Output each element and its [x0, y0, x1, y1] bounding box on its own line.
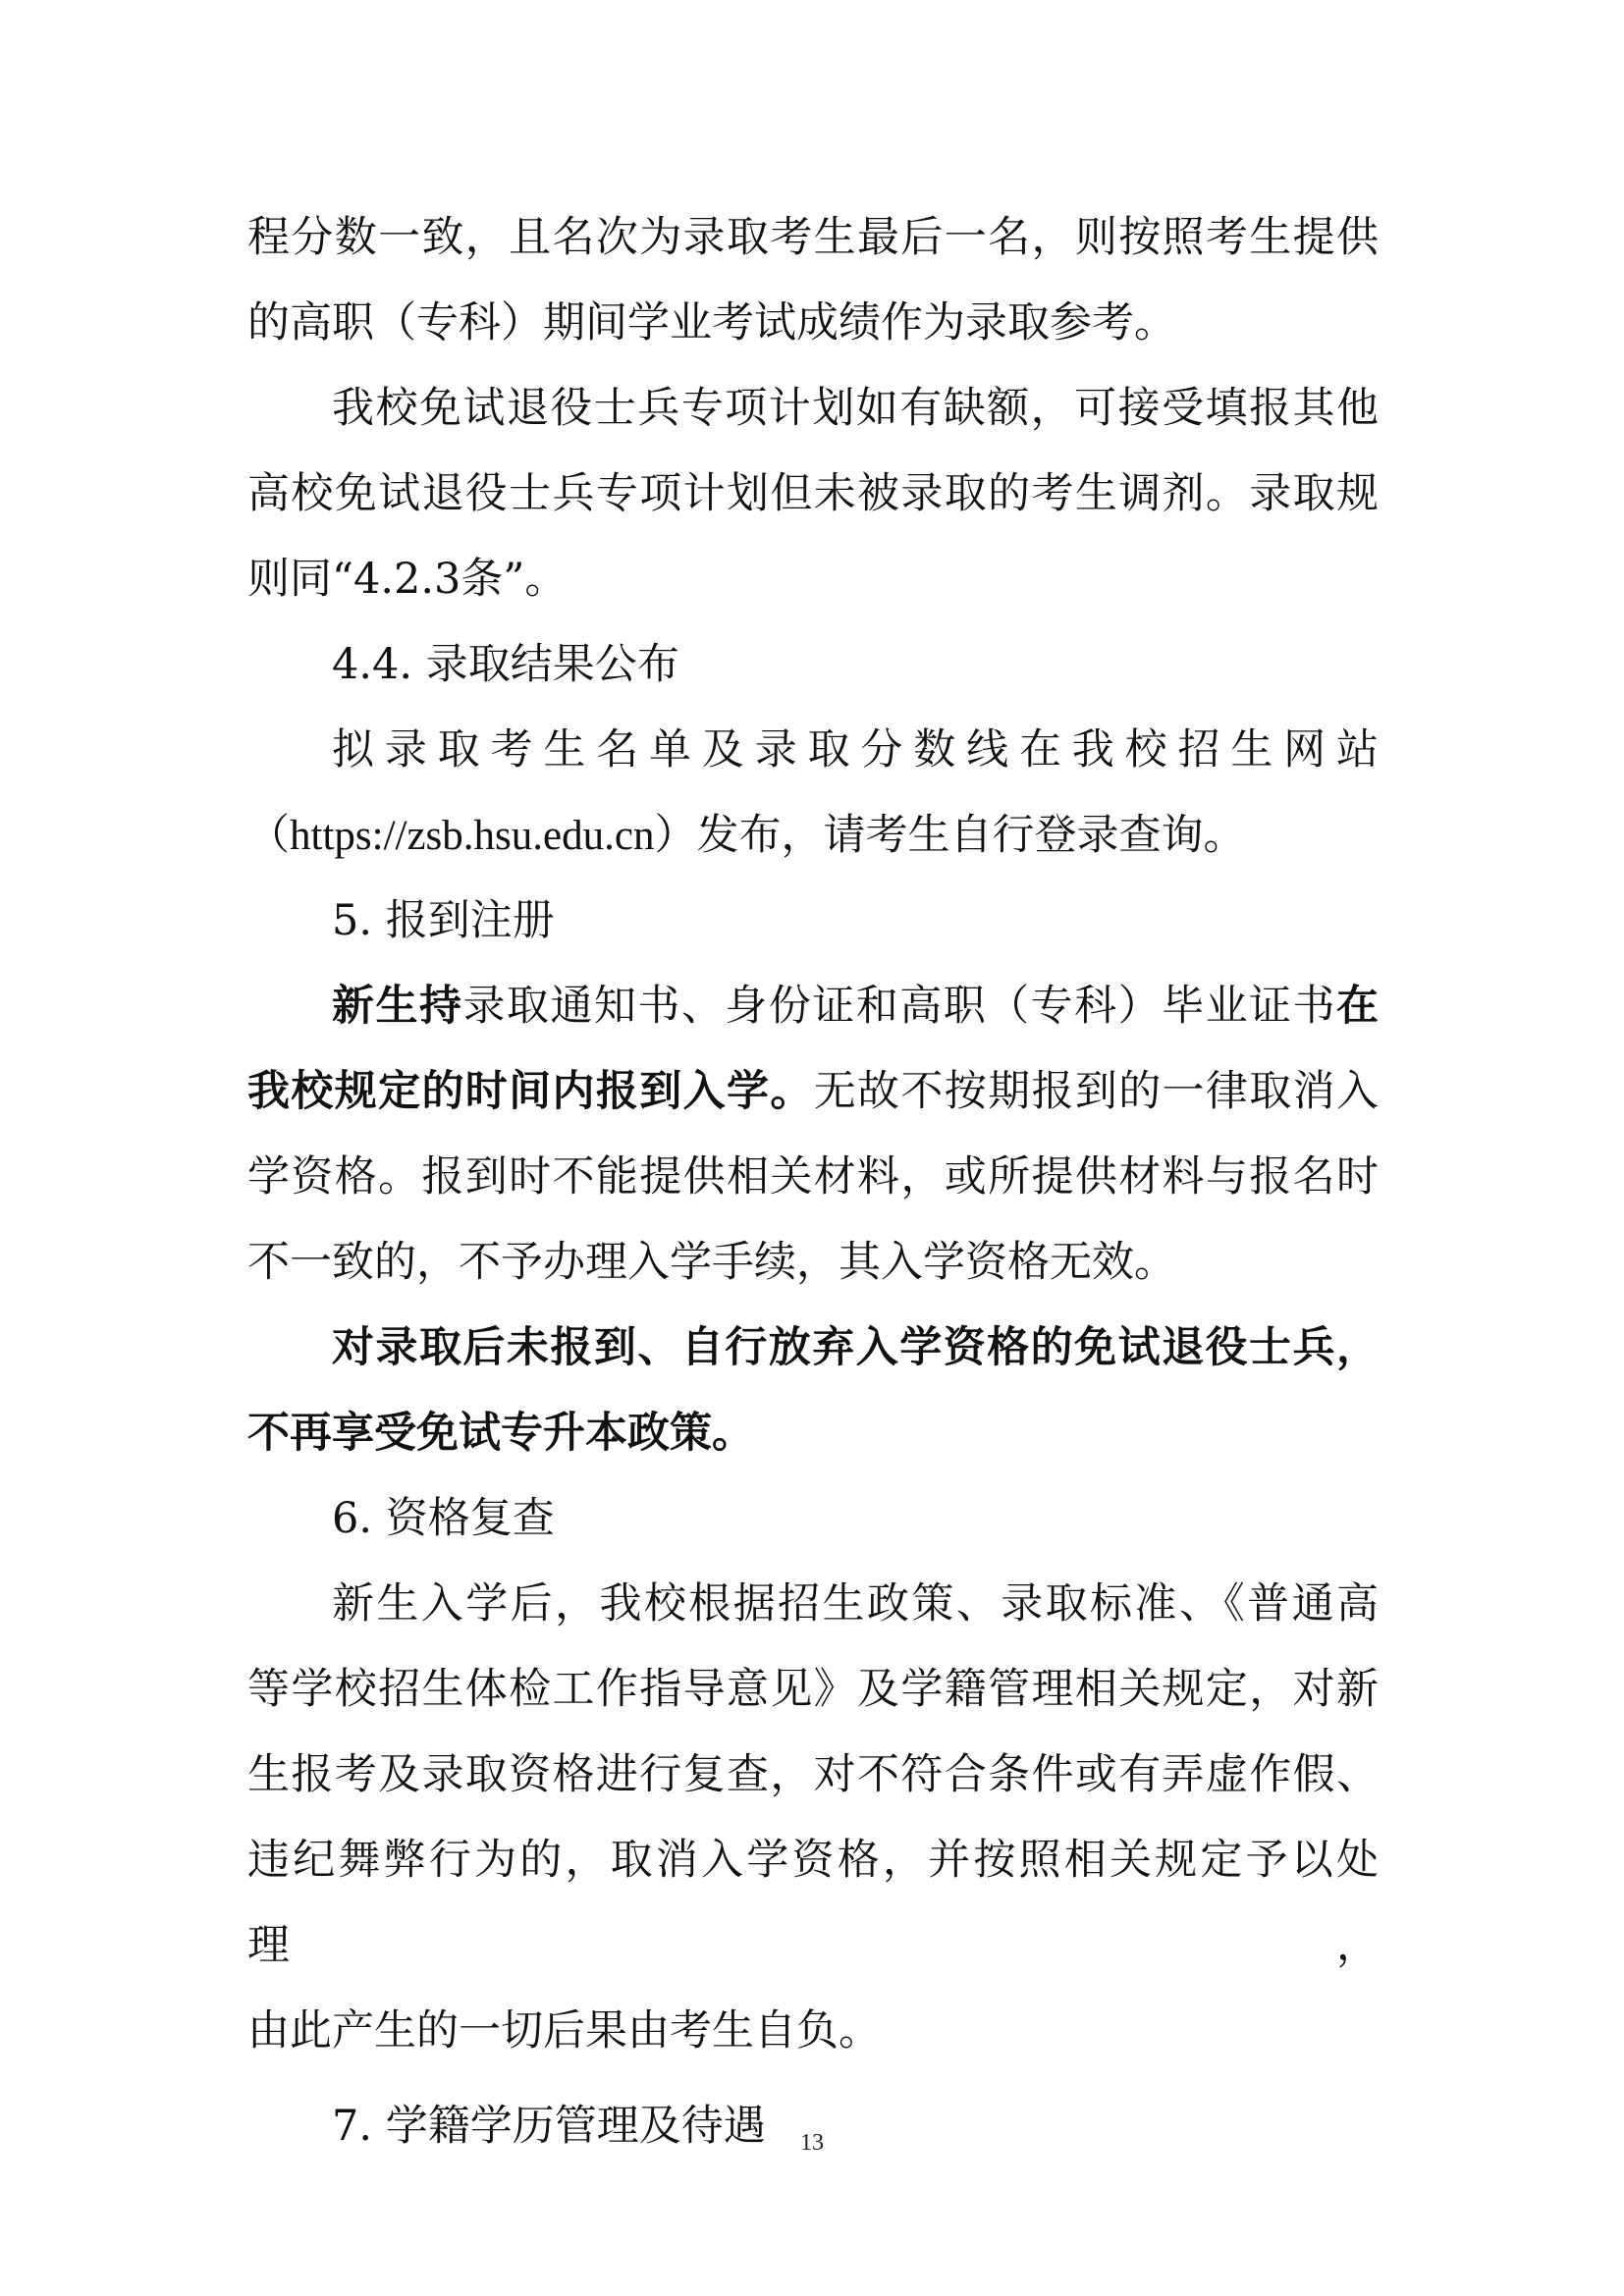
- section-5-p1-bold-3: 我校规定的时间内报到入学。: [247, 1067, 814, 1116]
- section-5-p1-normal-1: 录取通知书、身份证和高职（专科）毕业证书: [462, 982, 1337, 1031]
- continuation-line-2: 的高职（专科）期间学业考试成绩作为录取参考。: [247, 298, 1176, 347]
- section-4-4-paragraph-cont: [247, 793, 1379, 879]
- section-6-line-5: 由此产生的一切后果由考生自负。: [247, 2006, 881, 2056]
- section-5-paragraph-2: [247, 1306, 1379, 1391]
- section-4-4-line-1: 拟录取考生名单及录取分数线在我校招生网站: [332, 725, 1379, 774]
- vacancy-line-1: 我校免试退役士兵专项计划如有缺额，可接受填报其他: [332, 384, 1379, 433]
- section-spacer: [247, 2074, 1379, 2084]
- section-5-p2-line-2: 不再享受免试专升本政策。: [247, 1409, 754, 1458]
- admissions-website-url: （https://zsb.hsu.edu.cn）: [247, 813, 697, 859]
- section-5-p1-bold-1: 新生持: [332, 982, 463, 1031]
- section-5-p1-line-3: 学资格。报到时不能提供相关材料，或所提供材料与报名时: [247, 1152, 1379, 1201]
- section-5-p2-line-1: 对录取后未报到、自行放弃入学资格的免试退役士兵，: [332, 1323, 1379, 1372]
- vacancy-line-2: 高校免试退役士兵专项计划但未被录取的考生调剂。录取规: [247, 469, 1379, 518]
- section-5-p1-line-1: [247, 964, 1379, 1049]
- vacancy-paragraph-cont: [247, 452, 1379, 622]
- section-6-heading: 6. 资格复查: [332, 1494, 555, 1543]
- page-body: [247, 195, 1379, 2169]
- page-number: 13: [800, 2130, 824, 2156]
- section-5-paragraph-1-cont: [247, 1049, 1379, 1306]
- section-6-paragraph-cont: [247, 1647, 1379, 2074]
- section-5-p1-line-4: 不一致的，不予办理入学手续，其入学资格无效。: [247, 1238, 1176, 1287]
- continuation-paragraph: [247, 195, 1379, 366]
- section-4-4-line-2: [247, 793, 1379, 879]
- section-4-4-line-2-rest: 发布，请考生自行登录查询。: [696, 811, 1246, 860]
- continuation-line-1: 程分数一致，且名次为录取考生最后一名，则按照考生提供: [247, 213, 1379, 262]
- section-6-line-2: 等学校招生体检工作指导意见》及学籍管理相关规定，对新: [247, 1665, 1379, 1714]
- vacancy-paragraph: [247, 366, 1379, 452]
- section-5-p1-bold-2: 在: [1336, 982, 1380, 1031]
- section-5-paragraph-2-cont: [247, 1391, 1379, 1476]
- section-5-p1-line-2: [247, 1049, 1379, 1135]
- section-6-line-4: 违纪舞弊行为的，取消入学资格，并按照相关规定予以处理，: [247, 1836, 1379, 1970]
- section-6-line-3: 生报考及录取资格进行复查，对不符合条件或有弄虚作假、: [247, 1750, 1379, 1799]
- section-6-line-1: 新生入学后，我校根据招生政策、录取标准、《普通高: [332, 1579, 1379, 1629]
- section-5-p1-normal-2: 无故不按期报到的一律取消入: [813, 1067, 1380, 1116]
- section-5-heading: 5. 报到注册: [332, 896, 555, 945]
- section-6-paragraph: [247, 1562, 1379, 1647]
- section-7-heading: 7. 学籍学历管理及待遇: [332, 2102, 766, 2151]
- section-4-4-heading: 4.4. 录取结果公布: [332, 640, 679, 689]
- section-4-4-paragraph: [247, 708, 1379, 793]
- vacancy-line-3: 则同“4.2.3条”。: [247, 555, 568, 604]
- section-5-paragraph-1: [247, 964, 1379, 1049]
